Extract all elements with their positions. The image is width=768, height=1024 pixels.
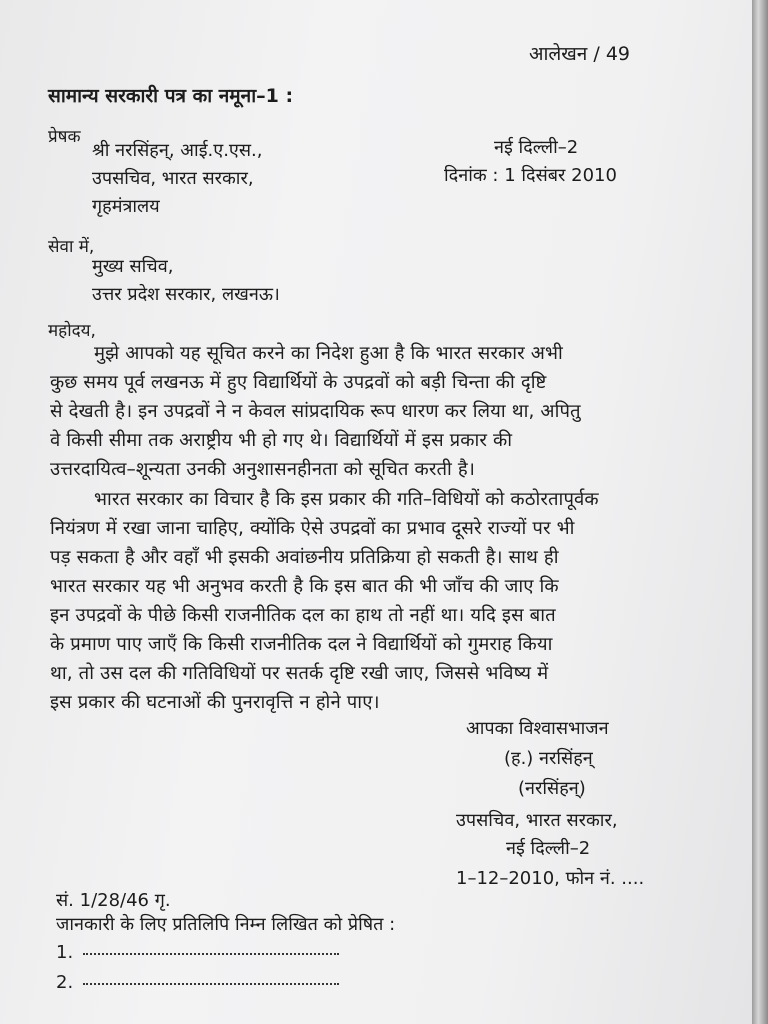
- copy-list-item: [56, 942, 339, 963]
- body-line: इन उपद्रवों के पीछे किसी राजनीतिक दल का हाथ तो नहीं था। यदि इस बात: [50, 605, 556, 626]
- body-line: था, तो उस दल की गतिविधियों पर सतर्क दृष्टि रखी जाए, जिससे भविष्य में: [50, 663, 549, 684]
- body-line: वे किसी सीमा तक अराष्ट्रीय भी हो गए थे। विद्यार्थियों में इस प्रकार की: [50, 430, 513, 451]
- body-line: उत्तरदायित्व–शून्यता उनकी अनुशासनहीनता को सूचित करती है।: [50, 459, 475, 480]
- signatory-name: (नरसिंहन्): [518, 778, 586, 799]
- body-line: भारत सरकार का विचार है कि इस प्रकार की गति–विधियों को कठोरतापूर्वक: [94, 489, 599, 510]
- recipient-line: मुख्य सचिव,: [92, 256, 174, 277]
- body-line: पड़ सकता है और वहाँ भी इसकी अवांछनीय प्रतिक्रिया हो सकती है। साथ ही: [50, 547, 559, 568]
- copy-list-item: [56, 972, 339, 993]
- complimentary-close: आपका विश्वासभाजन: [466, 718, 609, 739]
- sender-line: श्री नरसिंहन्, आई.ए.एस.,: [92, 140, 263, 161]
- signatory-place: नई दिल्ली–2: [506, 838, 591, 859]
- copy-list-number: 2.: [56, 972, 74, 993]
- letter-date: दिनांक : 1 दिसंबर 2010: [444, 165, 617, 186]
- sender-line: गृहमंत्रालय: [92, 196, 160, 217]
- reference-number: सं. 1/28/46 गृ.: [56, 890, 171, 911]
- body-line: नियंत्रण में रखा जाना चाहिए, क्योंकि ऐसे उपद्रवों का प्रभाव दूसरे राज्यों पर भी: [50, 518, 575, 539]
- copy-note: जानकारी के लिए प्रतिलिपि निम्न लिखित को प्रेषित :: [56, 914, 396, 935]
- body-line: से देखती है। इन उपद्रवों ने न केवल सांप्रदायिक रूप धारण कर लिया था, अपितु: [50, 401, 581, 422]
- recipient-label: सेवा में,: [48, 237, 95, 257]
- body-line: के प्रमाण पाए जाएँ कि किसी राजनीतिक दल ने विद्यार्थियों को गुमराह किया: [50, 634, 553, 655]
- sender-label: प्रेषक: [48, 127, 81, 147]
- sender-line: उपसचिव, भारत सरकार,: [92, 168, 254, 189]
- signature-line: (ह.) नरसिंहन्: [504, 748, 593, 769]
- signatory-designation: उपसचिव, भारत सरकार,: [456, 810, 618, 831]
- copy-list-number: 1.: [56, 942, 74, 963]
- dotted-line: [83, 953, 339, 955]
- page-header: आलेखन / 49: [528, 43, 630, 65]
- letter-title: सामान्य सरकारी पत्र का नमूना–1 :: [48, 85, 294, 107]
- body-line: मुझे आपको यह सूचित करने का निदेश हुआ है कि भारत सरकार अभी: [94, 343, 563, 364]
- signatory-date-phone: 1–12–2010, फोन नं. ....: [456, 868, 645, 889]
- letter-place: नई दिल्ली–2: [494, 137, 579, 158]
- body-line: भारत सरकार यह भी अनुभव करती है कि इस बात की भी जाँच की जाए कि: [50, 576, 559, 597]
- book-spine-edge: [752, 0, 768, 1024]
- body-line: कुछ समय पूर्व लखनऊ में हुए विद्यार्थियों के उपद्रवों को बड़ी चिन्ता की दृष्टि: [50, 372, 547, 393]
- body-line: इस प्रकार की घटनाओं की पुनरावृत्ति न होने पाए।: [50, 692, 380, 713]
- recipient-line: उत्तर प्रदेश सरकार, लखनऊ।: [92, 284, 280, 305]
- salutation: महोदय,: [48, 321, 96, 341]
- dotted-line: [83, 983, 339, 985]
